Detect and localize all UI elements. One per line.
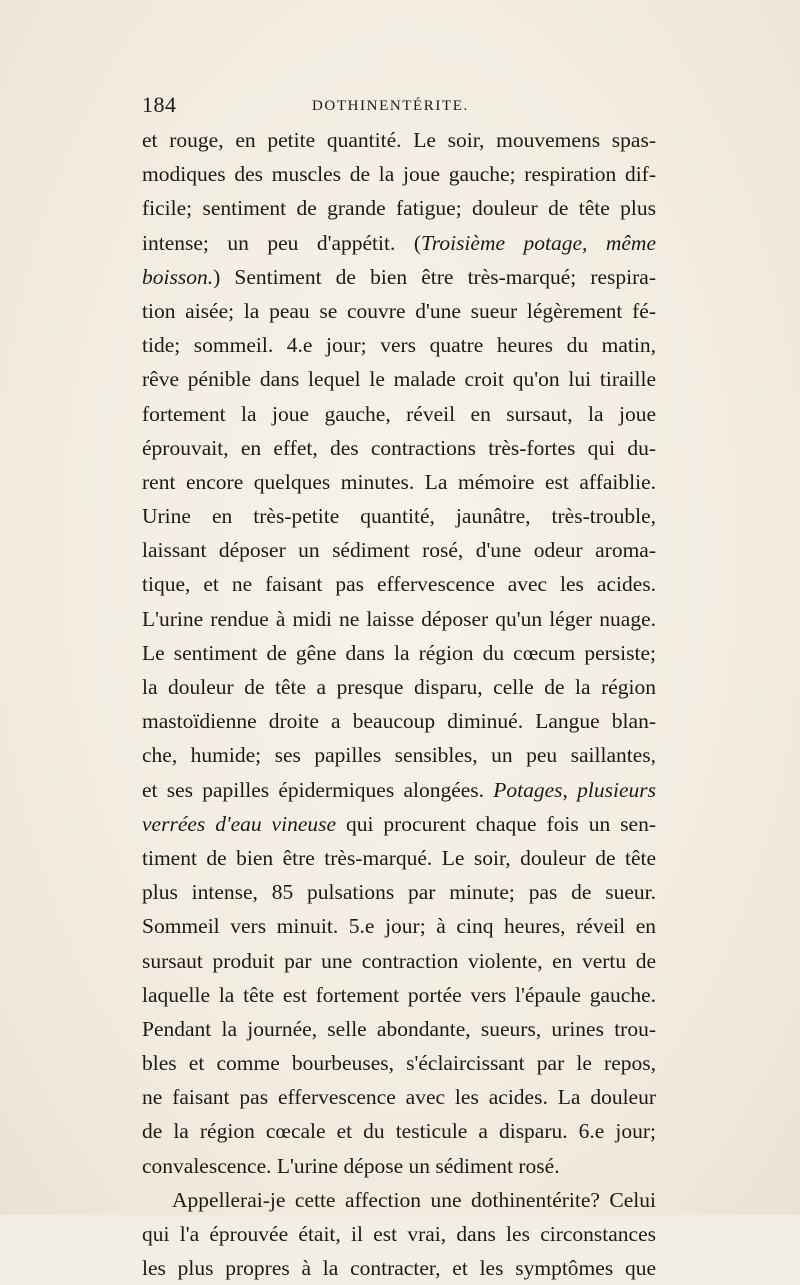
text-segment: et ses papilles épidermiques alongées.	[142, 777, 494, 802]
text-segment: modiques des muscles de la joue gauche; respiration dif-	[142, 162, 656, 187]
page-number: 184	[142, 92, 177, 117]
italic-text: Troisième potage, même	[421, 230, 656, 255]
text-segment: rêve pénible dans lequel le malade croit qu'on lui tiraille	[142, 367, 656, 392]
text-line	[142, 362, 656, 396]
text-line	[142, 431, 656, 465]
text-segment: de la région cœcale et du testicule a disparu. 6.e jour;	[142, 1119, 656, 1144]
text-line	[142, 944, 656, 978]
text-line	[142, 704, 656, 738]
text-line	[142, 533, 656, 567]
text-segment: tion aisée; la peau se couvre d'une sueur légèrement fé-	[142, 298, 656, 323]
text-segment: Sommeil vers minuit. 5.e jour; à cinq heures, réveil en	[142, 914, 656, 939]
text-line	[142, 670, 656, 704]
text-line	[142, 978, 656, 1012]
text-segment: laquelle la tête est fortement portée vers l'épaule gauche.	[142, 982, 656, 1007]
text-segment: plus intense, 85 pulsations par minute; pas de sueur.	[142, 880, 656, 905]
text-line	[142, 1251, 656, 1285]
text-line	[142, 499, 656, 533]
text-line	[142, 1149, 656, 1183]
text-segment: sursaut produit par une contraction violente, en vertu de	[142, 948, 656, 973]
text-segment: qui l'a éprouvée était, il est vrai, dans les circonstances	[142, 1222, 656, 1246]
page-header	[142, 92, 662, 122]
text-segment: la douleur de tête a presque disparu, celle de la région	[142, 675, 656, 699]
text-segment: et rouge, en petite quantité. Le soir, mouvemens spas-	[142, 128, 656, 152]
body-text	[142, 123, 656, 1285]
text-line	[142, 123, 656, 157]
text-segment: L'urine rendue à midi ne laisse déposer qu'un léger nuage.	[142, 606, 656, 631]
text-line	[142, 1012, 656, 1046]
text-line	[142, 191, 656, 225]
text-segment: tide; sommeil. 4.e jour; vers quatre heures du matin,	[142, 333, 656, 358]
text-segment: che, humide; ses papilles sensibles, un peu saillantes,	[142, 743, 656, 768]
text-segment: éprouvait, en effet, des contractions très-fortes qui du-	[142, 435, 656, 460]
italic-text: boisson.	[142, 264, 214, 289]
text-line	[142, 909, 656, 943]
text-line	[142, 465, 656, 499]
text-segment: laissant déposer un sédiment rosé, d'une odeur aroma-	[142, 538, 656, 563]
text-segment: les plus propres à la contracter, et les symptômes que	[142, 1256, 656, 1281]
text-line	[142, 1046, 656, 1080]
text-line	[142, 397, 656, 431]
text-segment: Pendant la journée, selle abondante, sueurs, urines trou-	[142, 1016, 656, 1041]
text-line	[142, 1217, 656, 1251]
text-line	[142, 328, 656, 362]
text-line	[142, 841, 656, 875]
text-segment: tique, et ne faisant pas effervescence avec les acides.	[142, 572, 656, 597]
text-segment: ne faisant pas effervescence avec les acides. La douleur	[142, 1085, 656, 1110]
text-line	[142, 567, 656, 601]
text-line	[142, 773, 656, 807]
text-segment: bles et comme bourbeuses, s'éclaircissant par le repos,	[142, 1051, 656, 1076]
running-head: DOTHINENTÉRITE.	[312, 98, 469, 114]
text-line	[142, 1114, 656, 1148]
text-line	[142, 1183, 656, 1217]
italic-text: Potages, plusieurs	[493, 777, 656, 802]
text-segment: convalescence. L'urine dépose un sédiment rosé.	[142, 1153, 560, 1178]
text-segment: Le sentiment de gêne dans la région du cœcum persiste;	[142, 640, 656, 665]
text-line	[142, 260, 656, 294]
text-segment: timent de bien être très-marqué. Le soir, douleur de tête	[142, 845, 656, 870]
text-segment: ficile; sentiment de grande fatigue; douleur de tête plus	[142, 196, 656, 221]
text-segment: Urine en très-petite quantité, jaunâtre, très-trouble,	[142, 504, 656, 529]
text-line	[142, 807, 656, 841]
text-line	[142, 226, 656, 260]
text-segment: rent encore quelques minutes. La mémoire est affaiblie.	[142, 469, 656, 494]
text-line	[142, 636, 656, 670]
text-line	[142, 875, 656, 909]
text-segment: Appellerai-je cette affection une dothinentérite? Celui	[172, 1187, 656, 1212]
text-segment: intense; un peu d'appétit. (	[142, 230, 421, 255]
text-segment: fortement la joue gauche, réveil en sursaut, la joue	[142, 401, 656, 426]
text-line	[142, 294, 656, 328]
text-line	[142, 157, 656, 191]
text-segment: mastoïdienne droite a beaucoup diminué. Langue blan-	[142, 709, 656, 734]
text-line	[142, 602, 656, 636]
text-segment: qui procurent chaque fois un sen-	[336, 811, 656, 836]
italic-text: verrées d'eau vineuse	[142, 811, 337, 836]
text-line	[142, 738, 656, 772]
text-line	[142, 1080, 656, 1114]
text-segment: ) Sentiment de bien être très-marqué; respira-	[213, 264, 656, 289]
